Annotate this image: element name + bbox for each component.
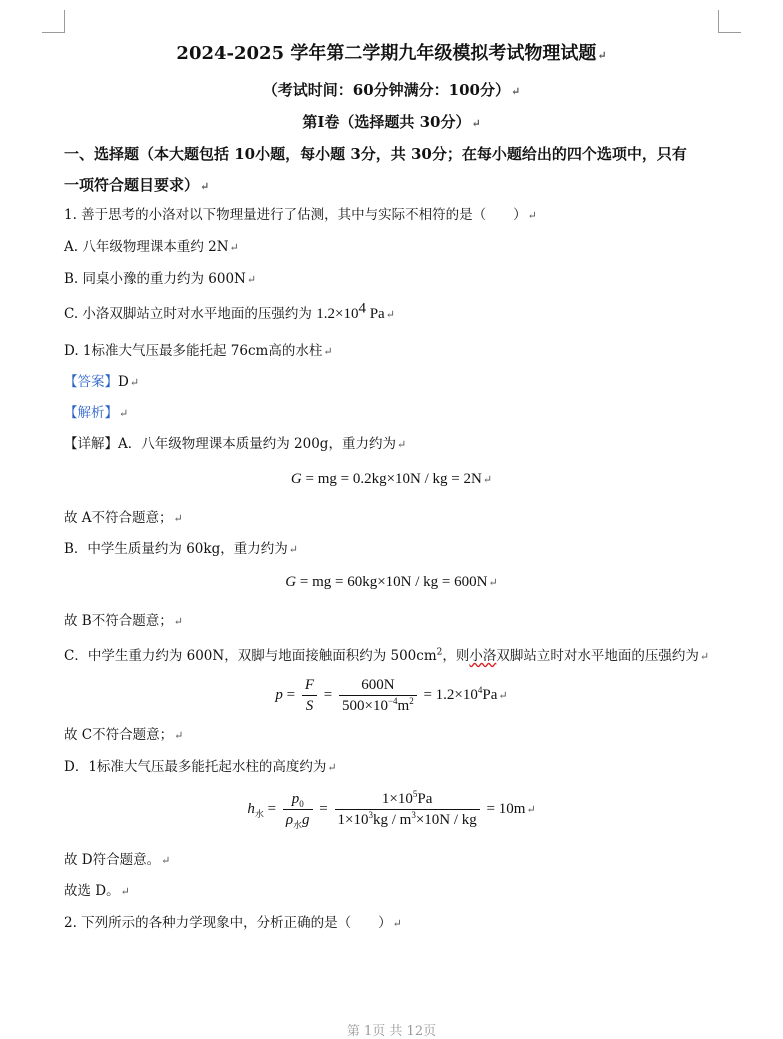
paragraph-mark-icon: ↵	[510, 85, 521, 98]
paragraph-mark-icon: ↵	[119, 407, 129, 420]
paragraph-mark-icon: ↵	[498, 689, 508, 702]
fraction-p0-over-rho-g: $\frac{p_0}{\rho_水g}$	[283, 790, 313, 829]
paragraph-mark-icon: ↵	[526, 803, 536, 816]
question-1-stem: 1. 善于思考的小洛对以下物理量进行了估测，其中与实际不相符的是（ ）↵	[64, 207, 537, 223]
question-1-option-c: C. 小洛双脚站立时对水平地面的压强约为 $1.2\times 10^4$ Pa↵	[64, 300, 395, 322]
section-heading-line1: 一、选择题（本大题包括 10小题，每小题 3分，共 30分；在每小题给出的四个选项中，只有	[64, 145, 687, 163]
paragraph-mark-icon: ↵	[699, 650, 710, 663]
fraction-f-over-s: $\frac{F}{S}$	[302, 676, 317, 715]
paragraph-mark-icon: ↵	[161, 854, 171, 867]
paragraph-mark-icon: ↵	[327, 761, 337, 774]
analysis-line	[64, 404, 128, 423]
paragraph-mark-icon: ↵	[488, 577, 498, 589]
volume-title: 第Ⅰ卷（选择题共 30分）↵	[302, 113, 481, 131]
question-1-option-d: D. 1标准大气压最多能托起 76cm高的水柱↵	[64, 343, 333, 359]
paragraph-mark-icon: ↵	[471, 117, 481, 130]
fraction-pressure-values: $\frac{600N}{500\times 10^{-4}m^2}$	[339, 676, 417, 715]
paragraph-mark-icon: ↵	[200, 180, 210, 193]
paragraph-mark-icon: ↵	[385, 308, 395, 321]
page-footer: 第 1页 共 12页	[346, 1024, 437, 1039]
equation-c: p = $\frac{F}{S}$ = $\frac{600N}{500\times 10^{-4}m^2}$ = $1.2\times 10^4Pa↵$	[275, 677, 508, 714]
paragraph-mark-icon: ↵	[396, 438, 407, 451]
detail-b-line: B．中学生质量约为 60kg，重力约为↵	[64, 541, 298, 557]
answer-value: D	[118, 374, 129, 390]
question-1-option-b: B. 同桌小豫的重力约为 600N↵	[64, 271, 257, 287]
paragraph-mark-icon: ↵	[173, 512, 183, 525]
analysis-tag: 【解析】	[64, 405, 118, 421]
equation-b: G = mg = 60kg×10N / kg = 600N↵	[285, 574, 498, 590]
spellcheck-underline: 小洛	[469, 648, 497, 664]
paragraph-mark-icon: ↵	[323, 345, 333, 358]
paragraph-mark-icon: ↵	[229, 241, 239, 254]
paragraph-mark-icon: ↵	[173, 615, 183, 628]
section-heading-line2: 一项符合题目要求）↵	[64, 176, 210, 194]
corner-mark-top-left	[42, 10, 65, 33]
paragraph-mark-icon: ↵	[120, 885, 130, 898]
answer-line	[64, 373, 139, 392]
question-1-option-a: A. 八年级物理课本重约 2N↵	[64, 239, 239, 255]
page-title: 2024-2025 学年第二学期九年级模拟考试物理试题↵	[176, 43, 607, 64]
equation-d: $h_水$ = $\frac{p_0}{\rho_水g}$ = $\frac{1\times 10^5Pa}{1\times 10^3kg / m^3\times 10N / kg}$ = 10m↵	[247, 789, 536, 830]
detail-c-line: C．中学生重力约为 600N，双脚与地面接触面积约为 $500cm^2$，则小洛双脚站立时对水平地面的压强约为↵	[64, 647, 710, 664]
equation-a: G = mg = 0.2kg×10N / kg = 2N↵	[290, 471, 493, 487]
final-choice: 故选 D。↵	[64, 883, 130, 899]
conclusion-a: 故 A不符合题意；↵	[64, 510, 183, 526]
conclusion-d: 故 D符合题意。↵	[64, 852, 171, 868]
conclusion-b: 故 B不符合题意；↵	[64, 613, 183, 629]
corner-mark-top-right	[718, 10, 741, 33]
paragraph-mark-icon: ↵	[482, 474, 493, 486]
detail-d-line: D．1标准大气压最多能托起水柱的高度约为↵	[64, 759, 337, 775]
paragraph-mark-icon: ↵	[288, 543, 298, 556]
paragraph-mark-icon: ↵	[246, 273, 257, 286]
answer-tag: 【答案】	[64, 374, 118, 390]
paragraph-mark-icon: ↵	[597, 49, 607, 62]
paragraph-mark-icon: ↵	[129, 376, 140, 389]
question-2-stem: 2. 下列所示的各种力学现象中，分析正确的是（ ）↵	[64, 915, 402, 931]
exam-subtitle: （考试时间：60分钟满分：100分）↵	[262, 81, 521, 99]
paragraph-mark-icon: ↵	[392, 917, 402, 930]
paragraph-mark-icon: ↵	[174, 729, 184, 742]
detail-a-line: 【详解】A．八年级物理课本质量约为 200g，重力约为↵	[64, 436, 407, 452]
detail-tag: 【详解】	[64, 436, 118, 452]
paragraph-mark-icon: ↵	[527, 209, 537, 222]
fraction-height-values: $\frac{1\times 10^5Pa}{1\times 10^3kg / m^3\times 10N / kg}$	[335, 790, 480, 829]
conclusion-c: 故 C不符合题意；↵	[64, 727, 184, 743]
